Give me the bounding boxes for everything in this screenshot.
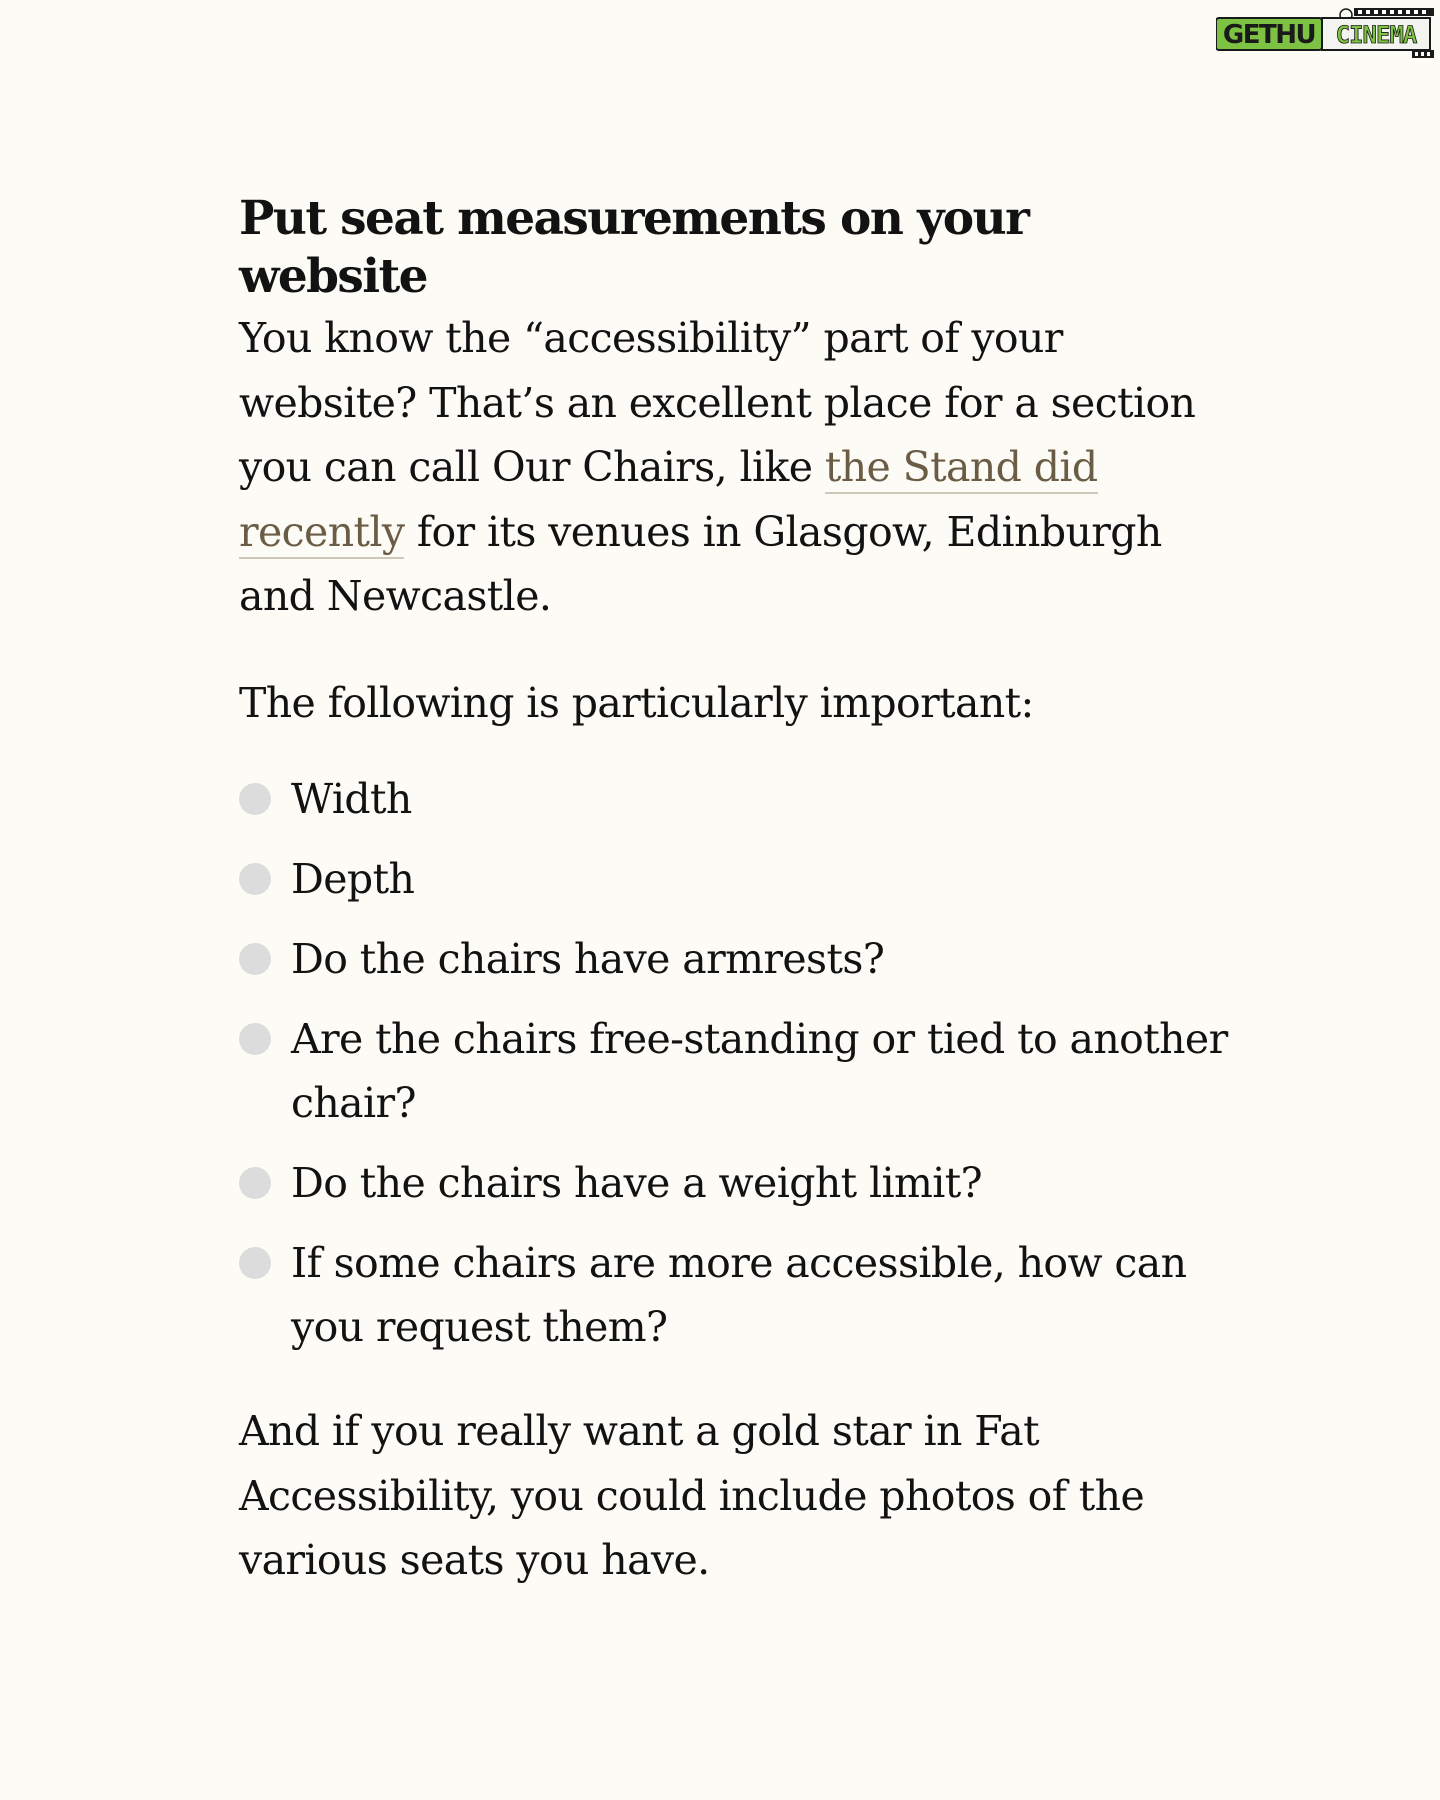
list-lead-paragraph: The following is particularly important:	[239, 678, 1034, 727]
list-item-text: Do the chairs have armrests?	[291, 935, 885, 983]
intro-text-after-link: for its venues in Glasgow, Edinburgh and Newcastle.	[239, 507, 1162, 620]
bullet-dot-icon	[239, 1023, 271, 1055]
list-item	[239, 1151, 1251, 1215]
bullet-dot-icon	[239, 1167, 271, 1199]
intro-paragraph	[239, 306, 1199, 629]
bullet-dot-icon	[239, 863, 271, 895]
article	[239, 190, 1228, 1593]
list-item-text: Depth	[291, 855, 415, 903]
bullet-dot-icon	[239, 943, 271, 975]
film-reel-icon	[1216, 8, 1434, 58]
logo-text-part1: GETHU	[1222, 20, 1316, 50]
watermark-logo	[1216, 8, 1434, 58]
requirements-list	[239, 767, 1228, 1359]
list-item	[239, 927, 1251, 991]
section-heading: Put seat measurements on your website	[239, 191, 1029, 304]
list-item-text: Width	[291, 775, 412, 823]
list-item	[239, 847, 1251, 911]
list-item	[239, 1007, 1251, 1135]
logo-text-part2: CINEMA	[1335, 21, 1417, 49]
intro-text-before-link: You know the “accessibility” part of your website? That’s an excellent place for a section you can call Our Chairs, like	[239, 314, 1196, 491]
list-item	[239, 767, 1251, 831]
outro-paragraph: And if you really want a gold star in Fat Accessibility, you could include photos of the various seats you have.	[239, 1407, 1145, 1584]
list-item	[239, 1231, 1251, 1359]
bullet-dot-icon	[239, 783, 271, 815]
bullet-dot-icon	[239, 1247, 271, 1279]
list-item-text: Do the chairs have a weight limit?	[291, 1159, 983, 1207]
list-item-text: Are the chairs free-standing or tied to another chair?	[291, 1015, 1228, 1127]
list-item-text: If some chairs are more accessible, how can you request them?	[291, 1239, 1187, 1351]
the-stand-link[interactable]: the Stand did recently	[239, 443, 1098, 559]
